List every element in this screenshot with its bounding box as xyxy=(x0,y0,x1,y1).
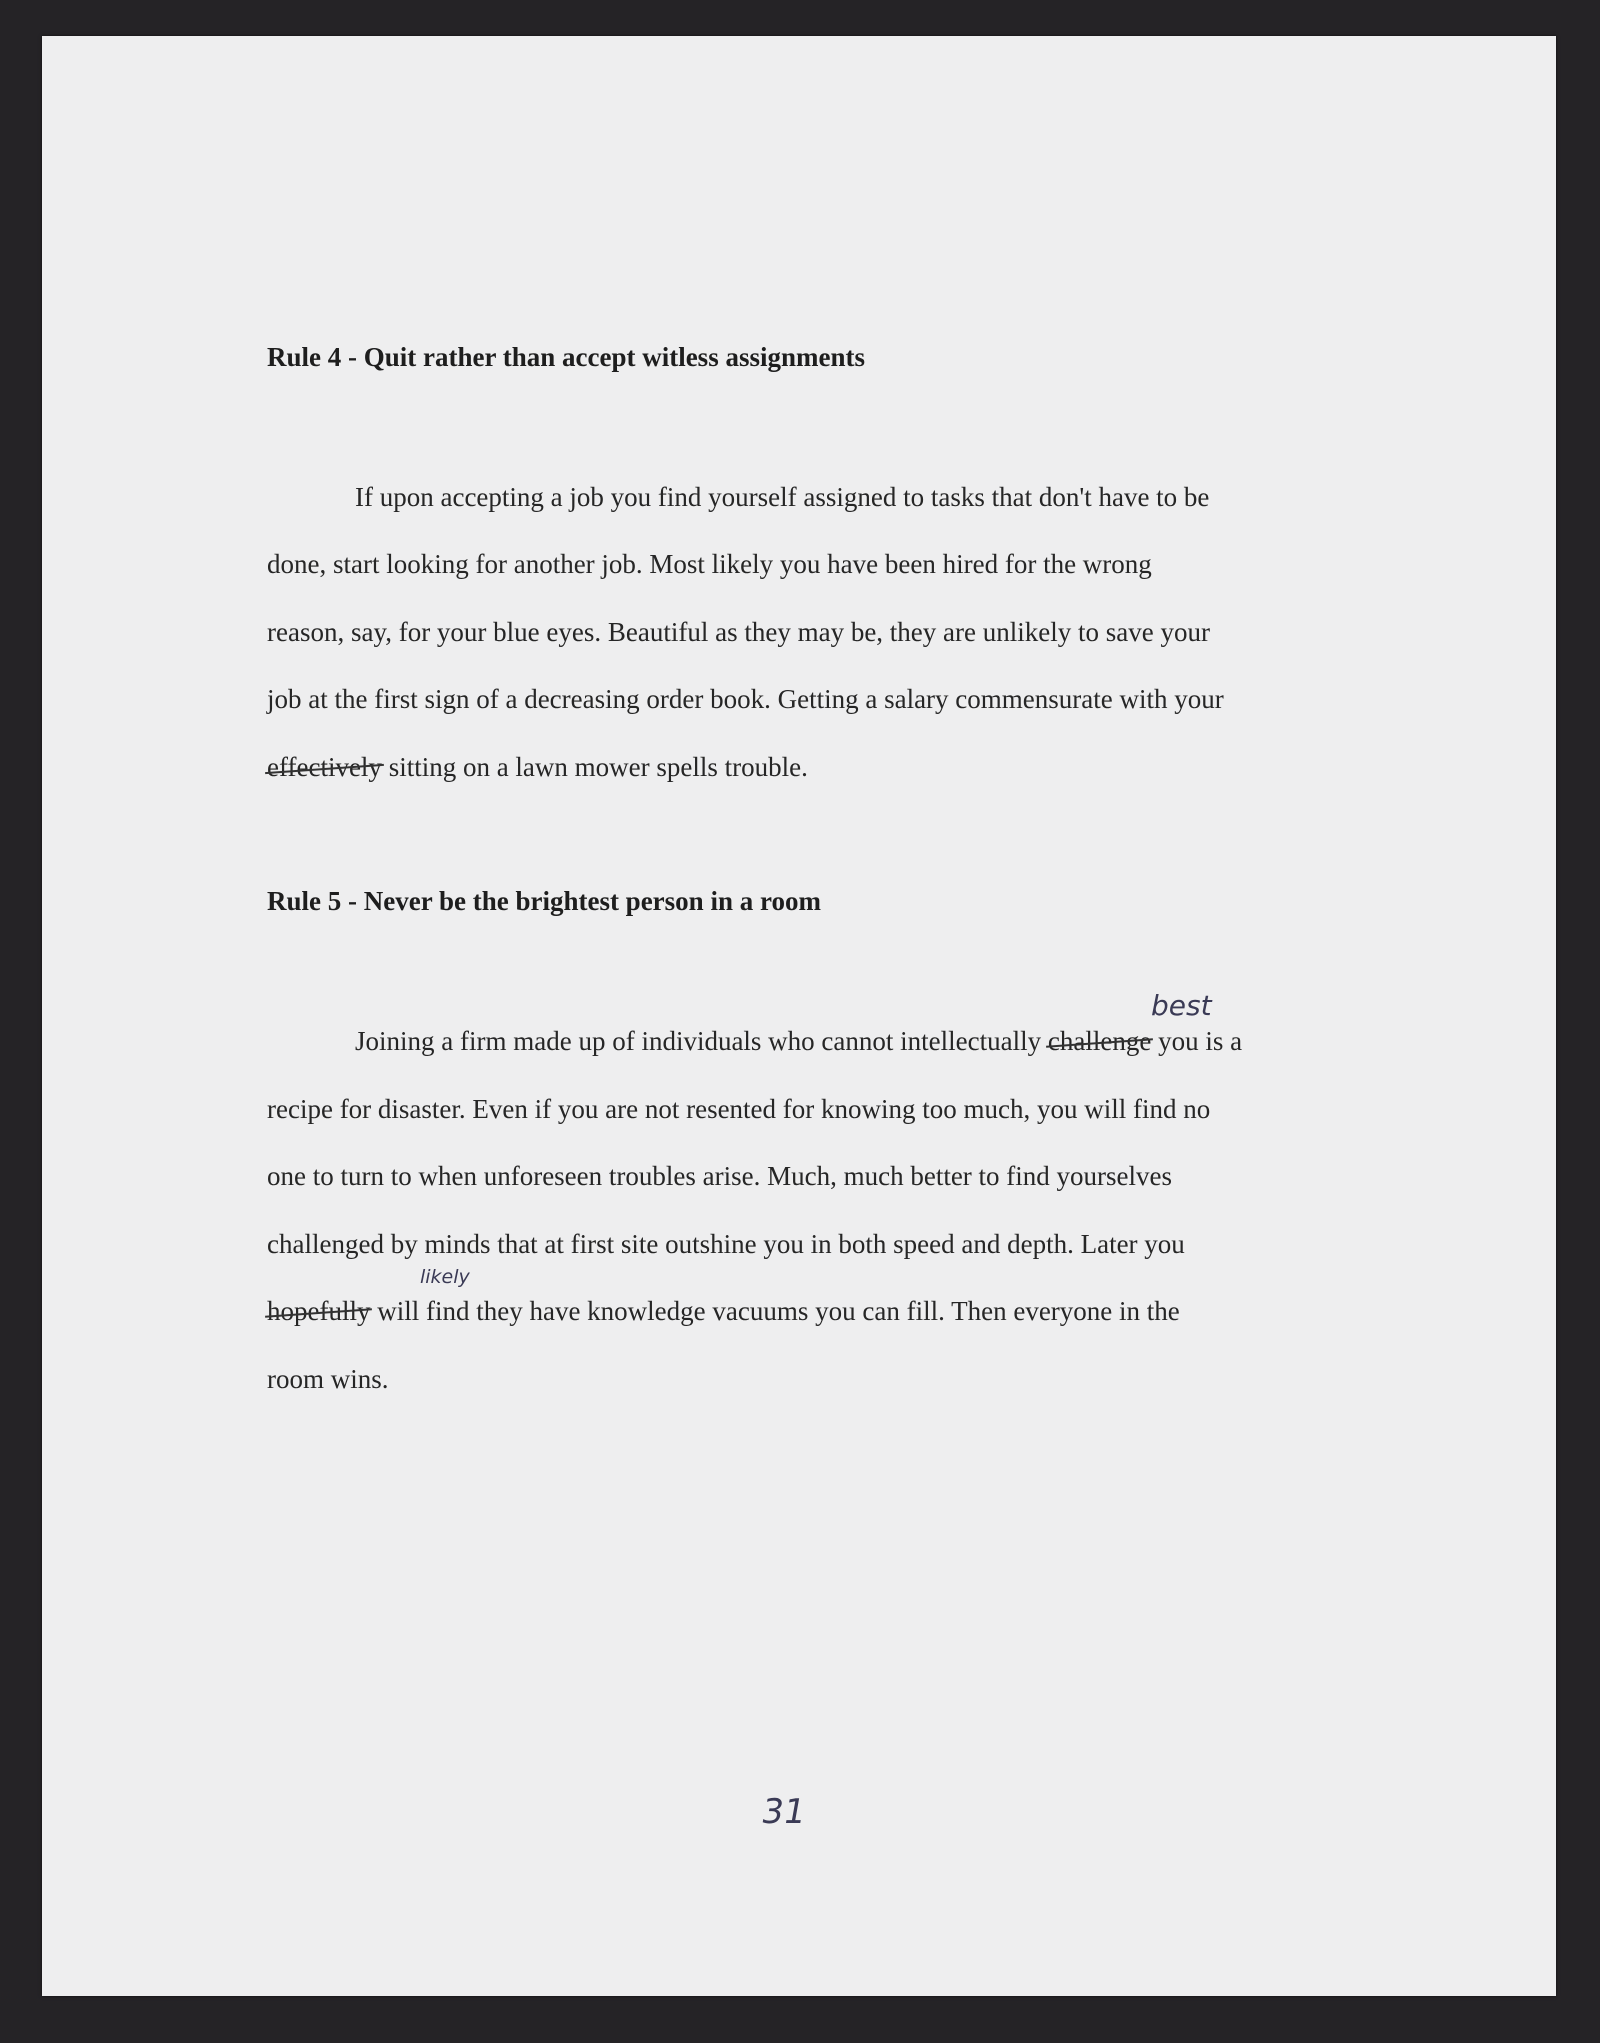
rule4-line-3: reason, say, for your blue eyes. Beautiful as they may be, they are unlikely to save your xyxy=(267,617,1210,647)
rule5-line-1-after: you is a xyxy=(1151,1026,1243,1056)
rule5-heading: Rule 5 - Never be the brightest person in a room xyxy=(267,886,821,916)
struck-word-effectively: effectively xyxy=(267,752,382,782)
rule4-line-1: If upon accepting a job you find yourself assigned to tasks that don't have to be xyxy=(355,482,1210,512)
rule5-line-5-after: will find they have knowledge vacuums you can fill. Then everyone in the xyxy=(370,1296,1180,1326)
rule4-heading: Rule 4 - Quit rather than accept witless assignments xyxy=(267,342,865,372)
rule4-line-5 xyxy=(267,752,808,783)
handwritten-page-number: 31 xyxy=(758,1792,809,1832)
document-page xyxy=(42,36,1556,1996)
rule5-line-2: recipe for disaster. Even if you are not resented for knowing too much, you will find no xyxy=(267,1094,1211,1124)
struck-word-challenge: challenge xyxy=(1047,1026,1152,1056)
rule5-line-3: one to turn to when unforeseen troubles arise. Much, much better to find yourselves xyxy=(267,1161,1173,1191)
rule4-line-4: job at the first sign of a decreasing order book. Getting a salary commensurate with your xyxy=(267,684,1224,714)
struck-word-hopefully: hopefully xyxy=(267,1296,371,1326)
rule5-line-6: room wins. xyxy=(267,1364,389,1394)
rule4-line-2: done, start looking for another job. Most likely you have been hired for the wrong xyxy=(267,549,1152,579)
handwritten-insert-likely: likely xyxy=(420,1266,470,1288)
rule5-line-5 xyxy=(267,1296,1180,1327)
handwritten-insert-best: best xyxy=(1151,989,1212,1022)
rule5-line-1-before: Joining a firm made up of individuals who cannot intellectually xyxy=(355,1026,1048,1056)
rule4-line-5-text: sitting on a lawn mower spells trouble. xyxy=(381,752,808,782)
rule5-line-1 xyxy=(355,1026,1242,1057)
rule5-line-4: challenged by minds that at first site outshine you in both speed and depth. Later you xyxy=(267,1229,1185,1259)
